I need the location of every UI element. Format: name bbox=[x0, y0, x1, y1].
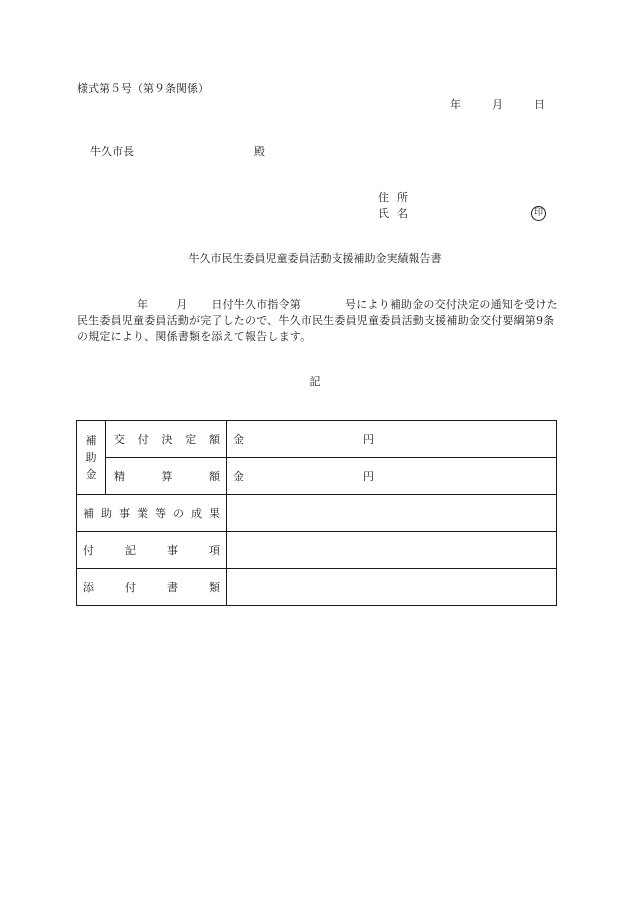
table-row bbox=[77, 495, 557, 532]
body-date-ref: 日付牛久市指令第 bbox=[211, 298, 302, 311]
grant-decision-amount-field[interactable] bbox=[227, 421, 557, 458]
date-month-label: 月 bbox=[492, 98, 503, 111]
notes-label bbox=[77, 532, 227, 569]
body-month: 月 bbox=[176, 298, 188, 311]
row-label-text: 交 付 決 定 額 bbox=[114, 433, 220, 446]
table-row bbox=[77, 421, 557, 458]
ki-heading: 記 bbox=[309, 375, 321, 388]
amount-suffix: 円 bbox=[363, 470, 374, 483]
amount-suffix: 円 bbox=[363, 433, 374, 446]
amount-prefix: 金 bbox=[233, 470, 244, 483]
applicant-address-label: 住所 bbox=[378, 191, 416, 204]
date-day-label: 日 bbox=[534, 98, 545, 111]
document-title: 牛久市民生委員児童委員活動支援補助金実績報告書 bbox=[188, 252, 442, 265]
project-results-label bbox=[77, 495, 227, 532]
row-label-text: 添 付 書 類 bbox=[83, 581, 220, 594]
row-label-text: 精 算 額 bbox=[114, 470, 220, 483]
applicant-name-label: 氏名 bbox=[378, 207, 416, 220]
table-row bbox=[77, 532, 557, 569]
date-year-label: 年 bbox=[450, 98, 461, 111]
amount-prefix: 金 bbox=[233, 433, 244, 446]
settlement-amount-label bbox=[106, 458, 227, 495]
body-text: 号により補助金の交付決定の通知を受けた民生委員児童委員活動が完了したので、牛久市民生委員児童委員活動支援補助金交付要綱第9条の規定により、関係書類を添えて報告します。 bbox=[77, 298, 558, 343]
attachments-label bbox=[77, 569, 227, 606]
table-row bbox=[77, 569, 557, 606]
project-results-field[interactable] bbox=[227, 495, 557, 532]
row-label-text: 付 記 事 項 bbox=[83, 544, 220, 557]
addressee bbox=[90, 145, 265, 158]
report-date bbox=[450, 99, 545, 110]
settlement-amount-field[interactable] bbox=[227, 458, 557, 495]
notes-field[interactable] bbox=[227, 532, 557, 569]
report-body bbox=[77, 297, 562, 345]
grant-decision-amount-label bbox=[106, 421, 227, 458]
attachments-field[interactable] bbox=[227, 569, 557, 606]
addressee-honorific: 殿 bbox=[254, 145, 265, 158]
addressee-name: 牛久市長 bbox=[90, 145, 134, 158]
row-label-text: 補 助 事 業 等 の 成 果 bbox=[83, 507, 220, 520]
subsidy-group-label: 補 助 金 bbox=[77, 421, 106, 495]
seal-mark: 印 bbox=[531, 206, 546, 221]
body-year: 年 bbox=[137, 298, 149, 311]
report-table bbox=[76, 420, 557, 606]
table-row bbox=[77, 458, 557, 495]
form-number: 様式第５号（第９条関係） bbox=[77, 82, 209, 95]
